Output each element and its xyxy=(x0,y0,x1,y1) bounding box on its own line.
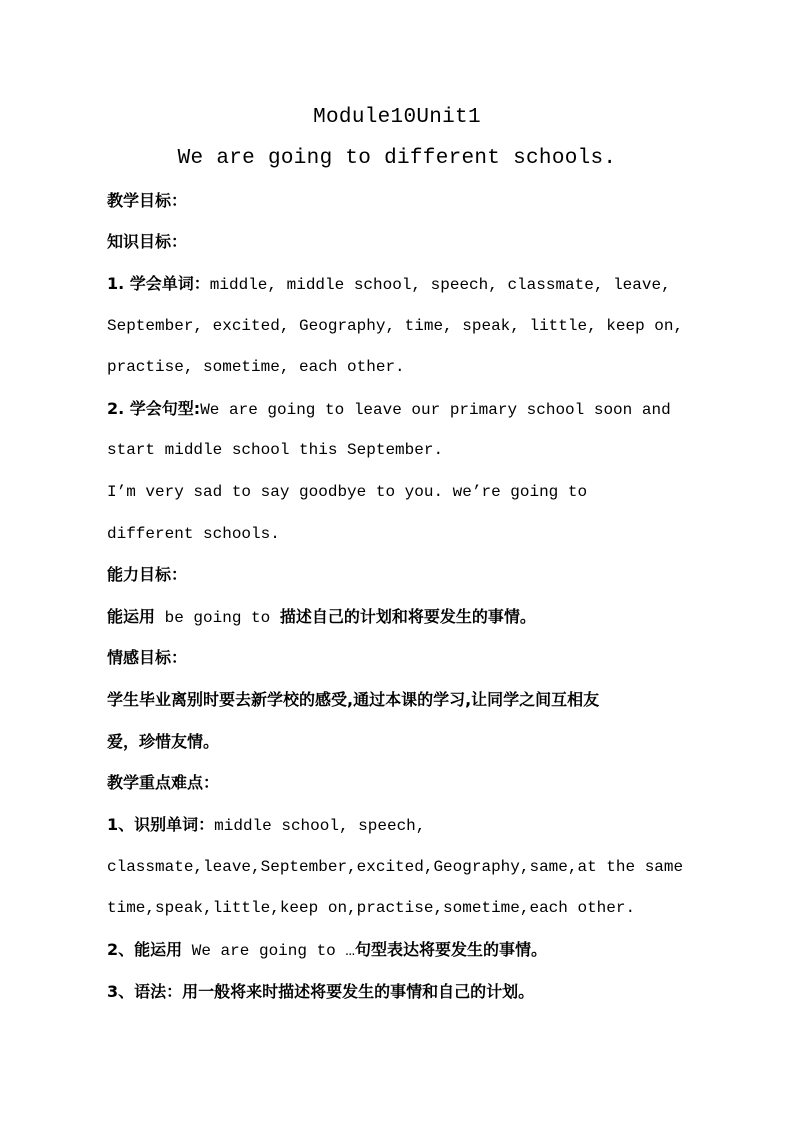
item2-line3: I’m very sad to say goodbye to you. we’re going to xyxy=(107,483,588,501)
document-subtitle: We are going to different schools. xyxy=(177,147,617,170)
kp1-line3: time,speak,little,keep on,practise,sometime,each other. xyxy=(107,899,636,917)
item2-line2: start middle school this September. xyxy=(107,441,444,459)
section-knowledge-goals: 知识目标： xyxy=(107,232,188,251)
kp2-mono: We are going to … xyxy=(191,942,355,960)
emotion-line1: 学生毕业离别时要去新学校的感受,通过本课的学习,让同学之间互相友 xyxy=(107,690,600,709)
section-teaching-goals: 教学目标： xyxy=(107,191,188,210)
ability-suffix: 描述自己的计划和将要发生的事情。 xyxy=(279,607,536,626)
kp2-suffix: 句型表达将要发生的事情。 xyxy=(354,940,547,959)
item1-line2: September, excited, Geography, time, speak, little, keep on, xyxy=(107,317,684,335)
ability-prefix: 能运用 xyxy=(107,607,156,626)
item1-label: 1. 学会单词： xyxy=(107,274,210,293)
item2-label: 2. 学会句型: xyxy=(107,399,201,418)
ability-line xyxy=(107,607,536,628)
item2-line4: different schools. xyxy=(107,525,280,543)
item2-line1 xyxy=(107,399,671,420)
kp1-line1 xyxy=(107,815,425,836)
item2-sentence-1: We are going to leave our primary school soon and xyxy=(200,401,671,419)
item1-line1 xyxy=(107,274,671,295)
section-key-points: 教学重点难点： xyxy=(107,773,220,792)
kp1-label: 1、识别单词： xyxy=(107,815,215,834)
kp3-line: 3、语法：用一般将来时描述将要发生的事情和自己的计划。 xyxy=(107,982,535,1001)
kp2-line xyxy=(107,940,547,961)
section-emotion-goals: 情感目标： xyxy=(107,648,188,667)
emotion-line2: 爱，珍惜友情。 xyxy=(107,732,220,751)
document-title: Module10Unit1 xyxy=(313,106,481,129)
kp1-words-1: middle school, speech, xyxy=(214,817,426,835)
item1-words-1: middle, middle school, speech, classmate, leave, xyxy=(209,276,671,294)
kp2-prefix: 2、能运用 xyxy=(107,940,183,959)
ability-mono: be going to xyxy=(164,609,271,627)
item1-line3: practise, sometime, each other. xyxy=(107,358,405,376)
section-ability-goals: 能力目标： xyxy=(107,565,188,584)
kp1-line2: classmate,leave,September,excited,Geography,same,at the same xyxy=(107,858,684,876)
